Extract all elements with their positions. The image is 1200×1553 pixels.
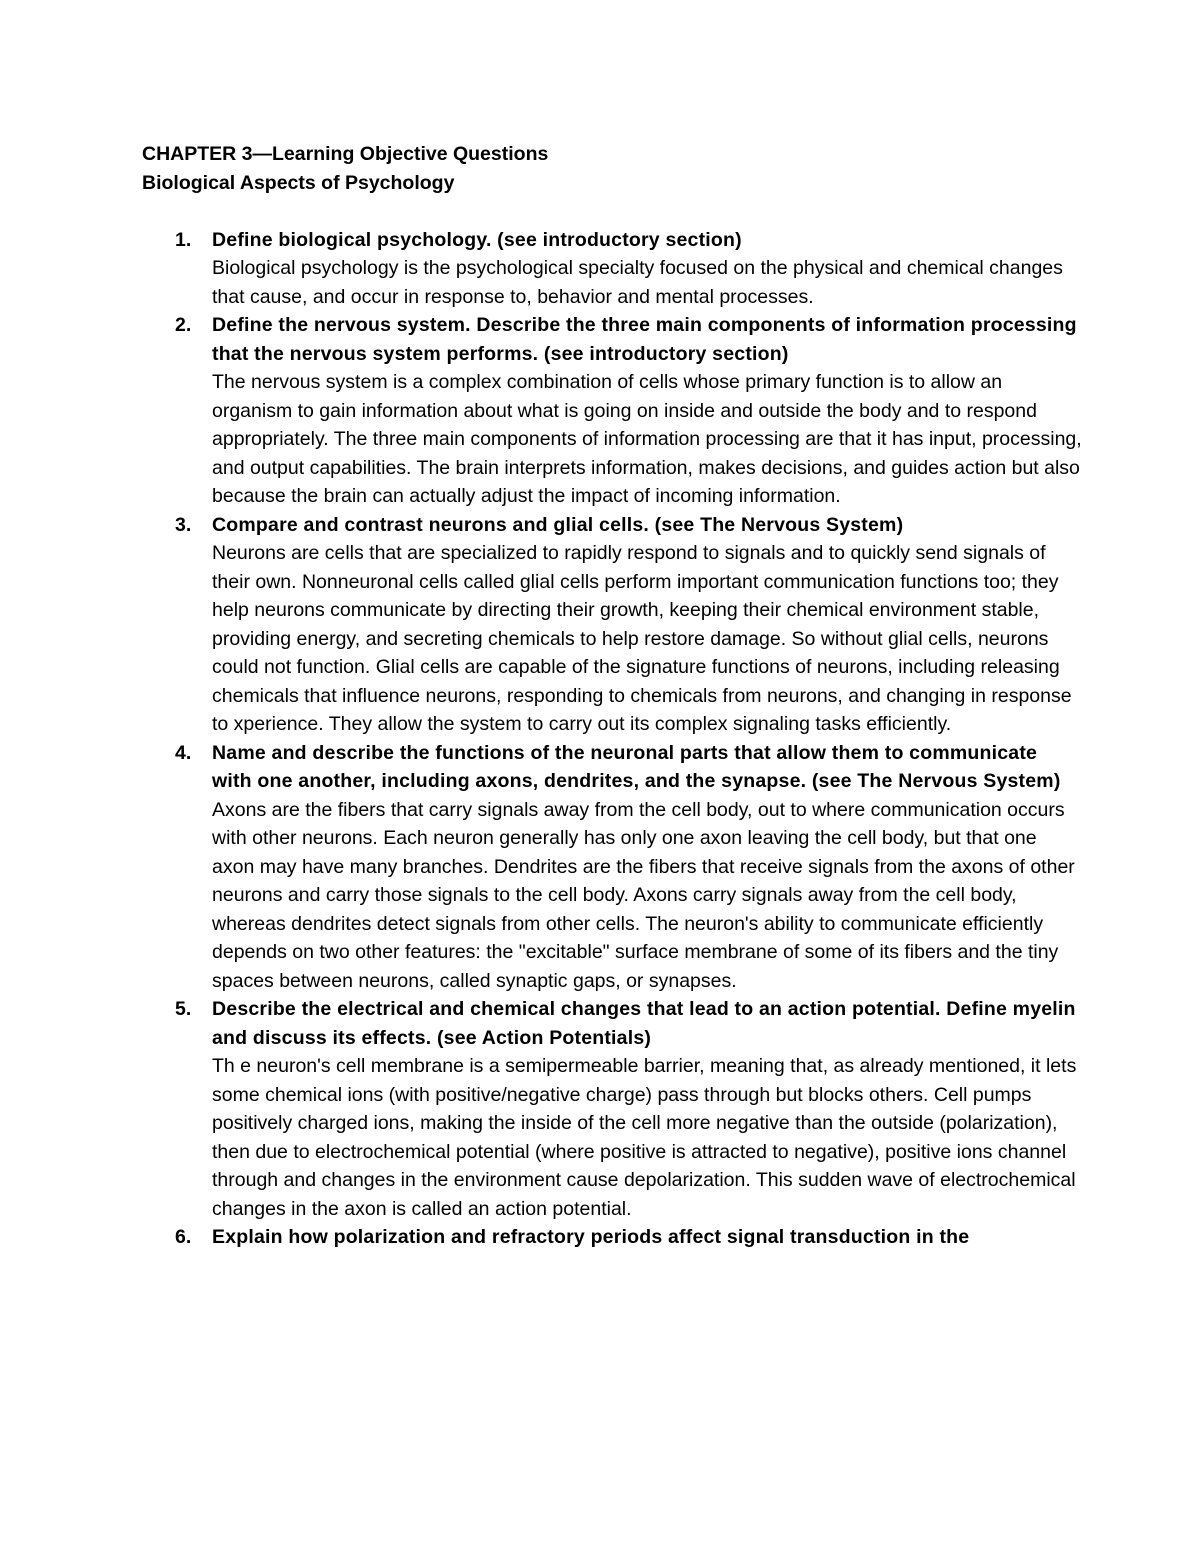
answer-text: Th e neuron's cell membrane is a semipermeable barrier, meaning that, as already mentioned, it lets some chemical ions (with positive/negative charge) pass through but blocks others. Cell pumps positively charged ions, making the inside of the cell more negative than the outside (polarization), then due to electrochemical potential (where positive is attracted to negative), positive ions channel through and changes in the environment cause depolarization. This sudden wave of electrochemical changes in the axon is called an action potential. (212, 1055, 1077, 1220)
question-item-1 (142, 226, 1082, 312)
question-number: 2. (175, 314, 192, 336)
document-title: CHAPTER 3—Learning Objective Questions (142, 143, 549, 165)
question-item-4 (142, 739, 1082, 996)
question-text: Define the nervous system. Describe the three main components of information processing that the nervous system performs. (see introductory section) (212, 314, 1077, 365)
question-item-2 (142, 311, 1082, 511)
question-number: 3. (175, 513, 192, 536)
document-subtitle: Biological Aspects of Psychology (142, 171, 455, 194)
question-list (142, 226, 1082, 1252)
answer-text: Biological psychology is the psychological specialty focused on the physical and chemical changes that cause, and occur in response to, behavior and mental processes. (212, 257, 1063, 308)
question-number: 4. (175, 741, 192, 764)
document-page (142, 140, 1082, 1252)
answer-text: Axons are the fibers that carry signals away from the cell body, out to where communication occurs with other neurons. Each neuron generally has only one axon leaving the cell body, but that one axon may have many branches. Dendrites are the fibers that receive signals from the axons of other neurons and carry those signals to the cell body. Axons carry signals away from the cell body, whereas dendrites detect signals from other cells. The neuron's ability to communicate efficiently depends on two other features: the "excitable" surface membrane of some of its fibers and the tiny spaces between neurons, called synaptic gaps, or synapses. (212, 798, 1075, 992)
question-number: 6. (175, 1226, 192, 1248)
question-text: Compare and contrast neurons and glial cells. (see The Nervous System) (212, 513, 904, 536)
question-item-6 (142, 1223, 1082, 1252)
question-item-3 (142, 511, 1082, 739)
answer-text: Neurons are cells that are specialized to rapidly respond to signals and to quickly send signals of their own. Nonneuronal cells called glial cells perform important communication functions too; they help neurons communicate by directing their growth, keeping their chemical environment stable, providing energy, and secreting chemicals to help restore damage. So without glial cells, neurons could not function. Glial cells are capable of the signature functions of neurons, including releasing chemicals that influence neurons, responding to chemicals from neurons, and changing in response to xperience. They allow the system to carry out its complex signaling tasks efficiently. (212, 542, 1072, 735)
answer-text: The nervous system is a complex combination of cells whose primary function is to allow an organism to gain information about what is going on inside and outside the body and to respond appropriately. The three main components of information processing are that it has input, processing, and output capabilities. The brain interprets information, makes decisions, and guides action but also because the brain can actually adjust the impact of incoming information. (212, 371, 1082, 507)
question-text: Explain how polarization and refractory periods affect signal transduction in the (212, 1226, 970, 1248)
question-item-5 (142, 995, 1082, 1223)
question-text: Name and describe the functions of the neuronal parts that allow them to communicate with one another, including axons, dendrites, and the synapse. (see The Nervous System) (212, 741, 1061, 792)
question-text: Describe the electrical and chemical changes that lead to an action potential. Define myelin and discuss its effects. (see Action Potentials) (212, 998, 1076, 1049)
question-number: 1. (175, 228, 192, 251)
question-number: 5. (175, 998, 192, 1020)
question-text: Define biological psychology. (see introductory section) (212, 228, 742, 251)
